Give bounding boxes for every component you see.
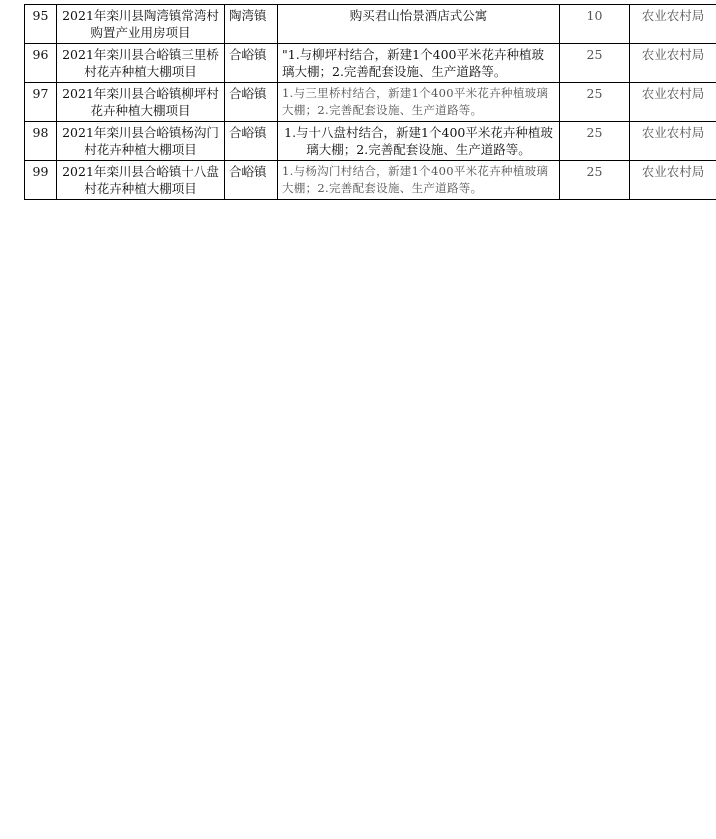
table-row [25,161,716,200]
row-number: 98 [25,122,57,161]
row-number: 97 [25,83,57,122]
amount: 25 [560,83,630,122]
project-table [24,4,716,200]
table-row [25,5,716,44]
construction-content: 1.与杨沟门村结合，新建1个400平米花卉种植玻璃大棚；2.完善配套设施、生产道路等。 [278,161,560,200]
row-number: 96 [25,44,57,83]
table-row [25,44,716,83]
amount: 25 [560,44,630,83]
row-number: 95 [25,5,57,44]
project-name: 2021年栾川县合峪镇柳坪村花卉种植大棚项目 [57,83,225,122]
amount: 10 [560,5,630,44]
construction-content: 购买君山怡景酒店式公寓 [278,5,560,44]
project-name: 2021年栾川县陶湾镇常湾村购置产业用房项目 [57,5,225,44]
table-row [25,122,716,161]
town: 合峪镇 [225,161,278,200]
project-name: 2021年栾川县合峪镇十八盘村花卉种植大棚项目 [57,161,225,200]
town: 合峪镇 [225,122,278,161]
construction-content: "1.与柳坪村结合，新建1个400平米花卉种植玻璃大棚；2.完善配套设施、生产道路等。 [278,44,560,83]
town: 合峪镇 [225,83,278,122]
amount: 25 [560,122,630,161]
table-body [25,5,716,200]
construction-content: 1.与三里桥村结合，新建1个400平米花卉种植玻璃大棚；2.完善配套设施、生产道路等。 [278,83,560,122]
table-row [25,83,716,122]
row-number: 99 [25,161,57,200]
department: 农业农村局 [630,5,716,44]
project-name: 2021年栾川县合峪镇杨沟门村花卉种植大棚项目 [57,122,225,161]
amount: 25 [560,161,630,200]
department: 农业农村局 [630,161,716,200]
construction-content: 1.与十八盘村结合，新建1个400平米花卉种植玻璃大棚；2.完善配套设施、生产道路等。 [278,122,560,161]
department: 农业农村局 [630,122,716,161]
department: 农业农村局 [630,44,716,83]
town: 陶湾镇 [225,5,278,44]
town: 合峪镇 [225,44,278,83]
project-name: 2021年栾川县合峪镇三里桥村花卉种植大棚项目 [57,44,225,83]
department: 农业农村局 [630,83,716,122]
